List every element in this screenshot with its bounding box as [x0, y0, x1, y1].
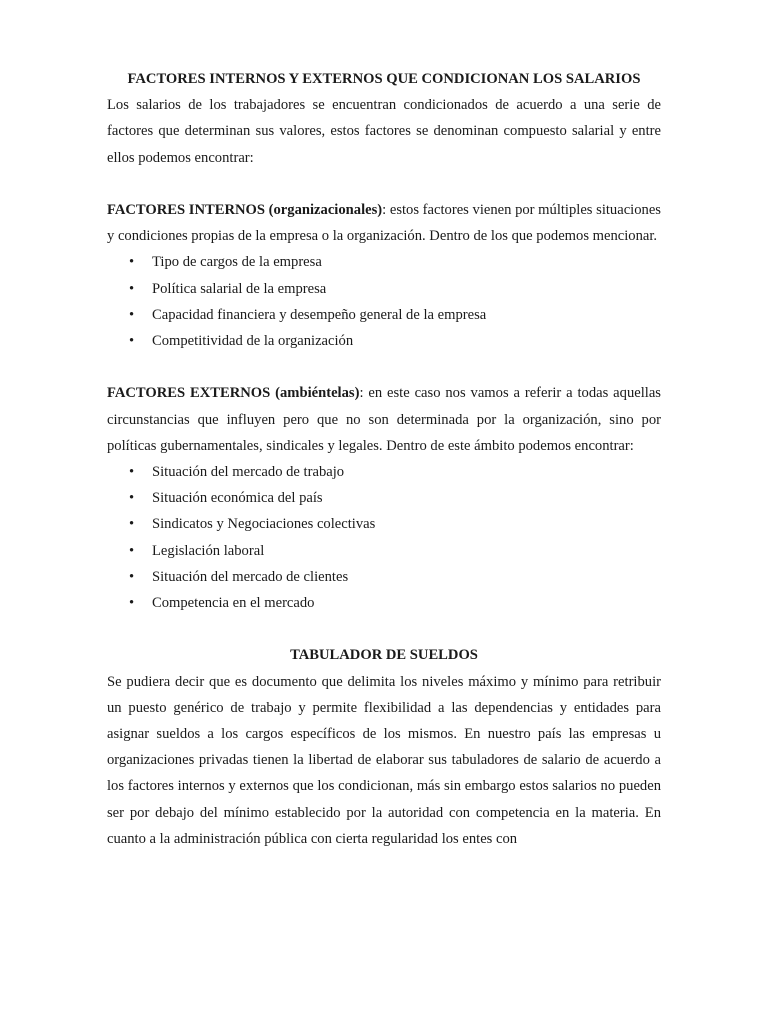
- list-item-text: Capacidad financiera y desempeño general de la empresa: [152, 306, 487, 323]
- list-item: [107, 538, 661, 564]
- bullet-icon: •: [129, 542, 135, 559]
- spacer: [107, 171, 661, 197]
- list-item: [107, 302, 661, 328]
- list-item: [107, 564, 661, 590]
- list-item: [107, 485, 661, 511]
- spacer: [107, 354, 661, 380]
- list-item-text: Competencia en el mercado: [152, 595, 315, 612]
- list-item-text: Situación económica del país: [152, 490, 323, 507]
- bullet-icon: •: [129, 464, 135, 481]
- list-item-text: Legislación laboral: [152, 542, 265, 559]
- bullet-icon: •: [129, 516, 135, 533]
- internal-factors-text: : estos factores vienen por múltiples situaciones y condiciones propias de la empresa o la organización. Dentro de los que podemos mencionar.: [107, 202, 661, 245]
- list-item-text: Situación del mercado de trabajo: [152, 464, 345, 481]
- list-item-text: Tipo de cargos de la empresa: [152, 254, 322, 271]
- list-item-text: Política salarial de la empresa: [152, 280, 327, 297]
- internal-factors-term: FACTORES INTERNOS (organizacionales): [107, 202, 383, 218]
- external-factors-list: [107, 459, 661, 616]
- internal-factors-list: [107, 249, 661, 354]
- tabulador-paragraph: Se pudiera decir que es documento que delimita los niveles máximo y mínimo para retribuir un puesto genérico de trabajo y permite flexibilidad a las dependencias y entidades para asignar sueldos a los cargos específicos de los mismos. En nuestro país las empresas u organizaciones privadas tienen la libertad de elaborar sus tabuladores de salario de acuerdo a los factores internos y externos que los condicionan, más sin embargo estos salarios no pueden ser por debajo del mínimo establecido por la autoridad con competencia en la materia. En cuanto a la administración pública con cierta regularidad los entes con: [107, 673, 661, 847]
- bullet-icon: •: [129, 333, 135, 350]
- external-factors-paragraph: [107, 380, 661, 459]
- list-item-text: Competitividad de la organización: [152, 333, 354, 350]
- list-item: [107, 276, 661, 302]
- tabulador-heading: TABULADOR DE SUELDOS: [290, 647, 478, 664]
- external-factors-term: FACTORES EXTERNOS (ambiéntelas): [107, 385, 360, 402]
- external-factors-text: : en este caso nos vamos a referir a todas aquellas circunstancias que influyen pero que no son determinada por la organización, sino por políticas gubernamentales, sindicales y legales. Dentro de este ámbito podemos encontrar:: [107, 385, 661, 454]
- internal-factors-paragraph: [107, 197, 661, 249]
- bullet-icon: •: [129, 280, 135, 297]
- list-item: [107, 249, 661, 275]
- bullet-icon: •: [129, 254, 135, 271]
- list-item: [107, 459, 661, 485]
- bullet-icon: •: [129, 490, 135, 507]
- bullet-icon: •: [129, 595, 135, 612]
- list-item: [107, 511, 661, 537]
- intro-paragraph: Los salarios de los trabajadores se encuentran condicionados de acuerdo a una serie de factores que determinan sus valores, estos factores se denominan compuesto salarial y entre ellos podemos encontrar:: [107, 97, 661, 166]
- document-title: FACTORES INTERNOS Y EXTERNOS QUE CONDICIONAN LOS SALARIOS: [127, 71, 641, 87]
- list-item-text: Situación del mercado de clientes: [152, 568, 349, 585]
- list-item: [107, 590, 661, 616]
- spacer: [107, 616, 661, 642]
- list-item-text: Sindicatos y Negociaciones colectivas: [152, 516, 376, 533]
- list-item: [107, 328, 661, 354]
- bullet-icon: •: [129, 306, 135, 323]
- bullet-icon: •: [129, 568, 135, 585]
